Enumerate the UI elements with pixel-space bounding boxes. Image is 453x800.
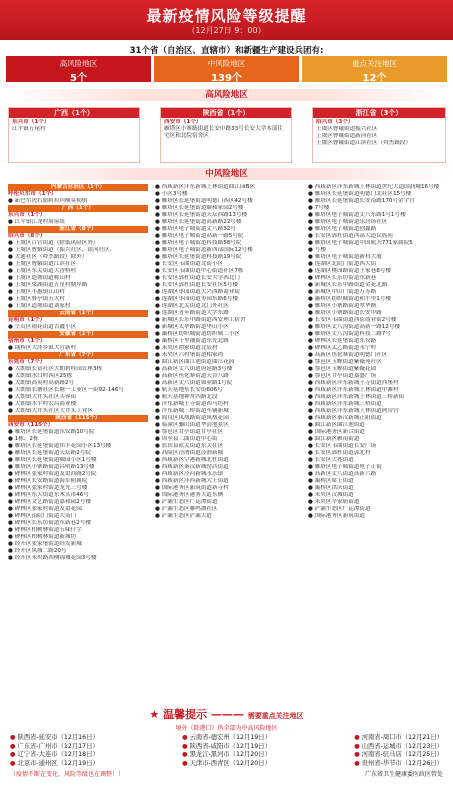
warning-item: ● 辽宁省-大连市（12月18日） <box>10 751 99 759</box>
mid-risk-item: ● 新城区太华路街道华山小区 <box>155 324 229 330</box>
warning-item: ● 陕西省-咸阳市（12月19日） <box>182 742 271 750</box>
mid-risk-item: ● 新巴尔虎右旗阿拉坦额莫勒镇 <box>8 198 88 204</box>
warning-item: ● 北京市-通州区（12月19日） <box>10 759 99 767</box>
mid-risk-item: ● 未央区辛家庙街道 <box>308 499 360 505</box>
warning-note-line: 境外（除港口）仍全部为中高风险地区 <box>175 725 278 732</box>
warning-item: ● 广东省-广州市（12月17日） <box>10 742 99 750</box>
mid-risk-item: ● 西咸新区沣东新城王寺街道西堡村 <box>308 380 399 386</box>
mid-risk-item: ● 西咸新区沣东新城上林街道世纪大道国润城16号楼 <box>308 184 440 190</box>
mid-risk-item: ● 雁塔区长延堡街道明德门北社区15号楼 <box>308 191 412 197</box>
city-header: 东莞市（7个） <box>8 359 46 365</box>
mid-risk-item: ● 经开区凤城二路20号 <box>8 548 67 554</box>
mid-risk-item: ● 曲江新区曲江池街道 <box>308 422 366 428</box>
mid-risk-item: ● 长安区郭杜街道长安社区5号楼 <box>155 282 238 288</box>
province-header: 安徽省（1个） <box>8 331 148 338</box>
key-area-count: 重点关注地区 12个 <box>302 56 447 82</box>
mid-risk-item: ● 国际港务区新筑街道 <box>308 513 366 519</box>
mid-risk-item: ● 碑林区东大街道东木头市46号 <box>8 492 89 498</box>
mid-risk-item: ● 大朗镇大井头社区大井头工业区 <box>8 408 93 414</box>
mid-risk-item: ● 莲湖区桃园路街道王家巷8号楼 <box>308 268 391 274</box>
mid-risk-item: ● 7号楼 <box>308 205 330 211</box>
warning-col-2 <box>182 734 271 768</box>
mid-risk-item: ● 西咸新区沣东新城上林街道曲江园B区 <box>155 184 255 190</box>
high-risk-section-title: 高风险地区 <box>6 89 447 101</box>
mid-risk-item: ● 大朗镇水口村西区25栋 <box>8 373 73 379</box>
mid-risk-item: ● 航天基地东长安街606号 <box>155 387 223 393</box>
mid-risk-column-left <box>8 184 148 702</box>
mid-risk-item: ● 碑林区张家村街道友谊花园 <box>8 506 82 512</box>
mid-risk-item: ● 鄠邑区玉蝉街道紫薇花园 <box>308 366 377 372</box>
high-card-zhejiang: 浙江省（3个） 绍兴市（3个） 上虞区曹娥街道振兴社区 上虞区曹娥街道新河社区 上虞区曹娥街道江滨社区（舜杰路段） <box>312 107 446 163</box>
mid-risk-item: ● 雁塔区电子城街道新科大厦 <box>308 254 382 260</box>
mid-risk-item: ● 高新区丈八街道唐延路3号楼 <box>155 366 233 372</box>
mid-risk-item: ● 未央区六村堡街道相家湾 <box>155 352 224 358</box>
mid-risk-item: ● 碑林区柏树林街道五味什字 <box>8 527 82 533</box>
mid-risk-item: ● 长安区韦曲街道西街商业街2号楼 <box>308 317 397 323</box>
update-time: （12月27日 9：00） <box>187 26 266 35</box>
city-header: 绍兴市（8个） <box>8 233 46 239</box>
mid-risk-item: ● 上虞区百官街道（除低风险区外） <box>8 240 99 246</box>
warning-col-1 <box>10 734 99 768</box>
province-header: 陕西省（115个） <box>8 415 148 422</box>
mid-risk-item: ● 上虞区道墟街道刘家村 <box>8 303 71 309</box>
mid-risk-item: ● 高陵区泾渭街道泾渭新城 <box>155 450 224 456</box>
mid-risk-item: ● 碑林区南院门街道大南门 <box>8 513 77 519</box>
mid-risk-item: ● 碑林区文艺路街道嘉和园2号楼 <box>8 499 91 505</box>
province-header: 广西（1个） <box>8 205 148 212</box>
mid-risk-item: ● 江平镇江龙村周屋组 <box>8 219 66 225</box>
header-banner <box>0 0 453 40</box>
city-header: 呼伦贝尔市（1个） <box>8 191 57 197</box>
mid-risk-item: ● 周至县二曲街道中心街 <box>155 436 218 442</box>
mid-risk-item: ● 高新区丈八街道高新六路 <box>308 471 377 477</box>
mid-risk-item: ● 蓝田县蓝关街道东关社区 <box>155 443 224 449</box>
mid-risk-item: ● 长安区韦曲街道北街小区 <box>155 261 224 267</box>
mid-risk-item: ● 雁塔区电子城街道电子正街 <box>308 464 382 470</box>
mid-risk-item: ● 雁塔区长延堡街道高新路22号楼 <box>155 219 242 225</box>
mid-risk-item: ● 大朗镇高英村高新路2号 <box>8 380 75 386</box>
mid-risk-item: ● 国际港务区新筑街道新寺村 <box>155 485 229 491</box>
warning-subtitle: 需要重点关注地区 <box>247 712 304 720</box>
mid-risk-item: ● 上虞区丰惠镇江山村 <box>8 289 66 295</box>
warning-box <box>6 706 447 800</box>
province-header: 广东省（7个） <box>8 352 148 359</box>
mid-risk-item: ● 灞桥区纺织城街道纺织城二小区 <box>155 331 240 337</box>
city-header: 西安市（115个） <box>8 422 54 428</box>
mid-risk-item: ● 曲江新区曲江池街道曲江花园 <box>155 359 235 365</box>
mid-risk-item: ● 未央区汉城街道 <box>308 492 354 498</box>
mid-risk-item: ● 沣东新城王寺街道西马坊村 <box>155 401 229 407</box>
mid-risk-item: ● 高新区丈八街道锦业路1号院 <box>155 380 233 386</box>
mid-risk-item: ● 长安区韦曲街道中心街道社区7栋 <box>155 268 244 274</box>
province-header: 浙江省（8个） <box>8 226 148 233</box>
warning-item: ● 河南省-驻马店（12月25日） <box>354 751 443 759</box>
mid-risk-item: ● 雁塔区电子城街道科技路58号院 <box>155 240 242 246</box>
mid-risk-item: ● 沣东新城三桥街道车辆新城 <box>155 408 229 414</box>
mid-risk-item: ● 上虞区道墟街道称山村 <box>8 275 71 281</box>
mid-risk-item: ● 灞桥区十里铺街道东光北路 <box>155 338 229 344</box>
mid-risk-item: ● 雁塔区电子城街道高新一路5号院 <box>155 233 244 239</box>
footer-org: 广东省卫生健康委医政医管处 <box>364 771 443 779</box>
mid-risk-item: ● 雁塔区丈八沟街道科技二路7号 <box>308 331 391 337</box>
mid-risk-item: ● 灞桥区纺织城街道和平里1号楼 <box>308 296 391 302</box>
mid-risk-item: ● 上虞区梁湖街道五星村塘岸路 <box>8 282 88 288</box>
mid-risk-item: ● 雁塔区电子城街道丈八路32号 <box>155 226 236 232</box>
footer-note: （疫情不断在变化，风险等级也在调整！） <box>10 771 125 779</box>
mid-risk-column-middle <box>155 184 303 702</box>
mid-risk-item: ● 大朗镇水平村宏昌商业楼 <box>8 401 77 407</box>
warning-footer <box>6 769 447 778</box>
card-head: 陕西省（1个） <box>161 108 291 118</box>
mid-risk-item: ● 经开区张家堡街道经发新城 <box>8 541 82 547</box>
mid-risk-item: ● 国际港务区港务大道东侧 <box>155 492 224 498</box>
mid-risk-item: ● 西咸新区沣东新城上林街道三桥新街 <box>308 394 405 400</box>
mid-risk-item: ● 新城区中山门街道万寿路 <box>308 289 377 295</box>
mid-risk-item: ● 鄠邑区甘亭街道甘亭社区 <box>155 429 224 435</box>
mid-risk-item: ● 上虞区曹娥街道江滨社区 <box>8 261 77 267</box>
mid-risk-item: ● 雁塔区长延堡街道颐和家园2号楼 <box>155 205 244 211</box>
mid-risk-item: ● 小区3号楼 <box>155 191 188 197</box>
mid-risk-item: ● 雁塔区电子城街道中国航天771家属院5 <box>308 240 413 246</box>
mid-risk-item: ● 阎良区凤凰路街道凤凰花园 <box>155 415 229 421</box>
mid-risk-item: ● 莲湖区北关街道北门外社区 <box>155 303 229 309</box>
mid-risk-item: ● 碑林区长安路街道海军附属院 <box>8 478 88 484</box>
mid-risk-item: ● 号楼 <box>308 247 326 253</box>
mid-risk-item: ● 西咸新区空港新城北杜街道 <box>155 457 229 463</box>
warning-item: ● 天津市-西青区（12月20日） <box>182 759 271 767</box>
mid-risk-item: ● 鄠邑区甘亭街道嘉盛广场 <box>308 373 377 379</box>
mid-risk-item: ● 国际港务区新合街道 <box>308 429 366 435</box>
mid-risk-item: ● 浐灞生态区广运潭街道 <box>155 499 218 505</box>
mid-risk-item: ● 雁塔区长延堡街道伟丰花园小区13号楼 <box>8 443 112 449</box>
mid-risk-item: ● 雁塔区长延堡街道天坛西路13号楼 <box>155 212 248 218</box>
mid-risk-item: ● 雁塔区长延堡街道东仪路10号院 <box>8 429 95 435</box>
mid-risk-item: ● 莲湖区青年路街道大学东路 <box>155 310 229 316</box>
mid-risk-item: ● 西咸新区秦汉新城正阳街道 <box>308 415 382 421</box>
mid-risk-item: ● 雁塔区长延堡街道颐园小区1号楼 <box>8 457 97 463</box>
warning-grid <box>6 734 447 768</box>
warning-item: ● 河南省-周口市（12月21日） <box>354 734 443 741</box>
mid-risk-item: ● 雁塔区丈八沟街道高新一路12号楼 <box>308 324 401 330</box>
mid-risk-item: ● 西咸新区沣东新城三桥街道 <box>308 401 382 407</box>
mid-risk-item: ● 雁塔区电子城街道丈八东路1号1号楼 <box>308 212 406 218</box>
mid-risk-item: ● 西咸新区秦汉新城窑店街道 <box>155 464 229 470</box>
mid-risk-item: ● 鄠邑区玉蝉街道紫薇苑社区 <box>308 359 382 365</box>
mid-risk-item: ● 雁塔区长延堡街道天坛路2号院 <box>8 450 91 456</box>
mid-risk-item: ● 1栋、2栋 <box>8 436 39 442</box>
mid-risk-item: ● 大通社区（舜杰路段）除外） <box>8 254 88 260</box>
mid-risk-item: ● 航天基地神舟四路北段 <box>155 394 218 400</box>
mid-risk-item: ● 新城区长乐中路街道金花北路 <box>308 282 388 288</box>
mid-risk-item: ● 高新区鱼化寨街道明德门社区 <box>308 352 388 358</box>
mid-risk-item: ● 碑林区长延堡街道东仪路 <box>308 338 377 344</box>
high-card-shaanxi: 陕西省（1个） 西安市（1个） 雁塔区小寨路街道长安中路33号长安大学本部住宅区和北院宿舍区 <box>160 107 292 163</box>
mid-risk-item: ● 雁塔区电子城街道乐居场社区 <box>308 219 388 225</box>
mid-risk-item: ● 上虞区曹娥街道（振兴社区、银河社区、 <box>8 247 116 253</box>
mid-risk-item: ● 长安区郭杜街道郭北村 <box>308 450 371 456</box>
mid-risk-item: ● 曲江新区雁南街道 <box>308 436 360 442</box>
mid-risk-item: ● 呈贡区雨花街道吉鑫小区 <box>8 324 77 330</box>
warning-title: ★ 温馨提示 ——— 需要重点关注地区 <box>149 708 304 721</box>
mid-risk-item: ● 西咸新区泾河新城永乐镇 <box>155 471 224 477</box>
warning-item: ● 黑龙江-黑河市（12月20日） <box>182 751 271 759</box>
mid-risk-item: ● 大朗镇长富社区大朗碧桂园首座3栋 <box>8 366 103 372</box>
mid-risk-item: ● 西咸新区沣东新城上林街道阿房宫 <box>308 408 399 414</box>
mid-risk-section-title: 中风险地区 <box>6 168 447 180</box>
mid-risk-item: ● 新城区长乐中路街道西安理工宿舍 <box>155 317 246 323</box>
high-card-guangxi: 广西（1个） 东兴市（1个） 江平镇万尾村 <box>8 107 140 163</box>
mid-risk-item: ● 长安区韦曲街道长安广场 <box>308 443 377 449</box>
mid-risk-item: ● 雁塔区小寨路街道昌明路13号楼 <box>8 464 95 470</box>
mid-risk-item: ● 上虞区东关街道大香桥村 <box>8 268 77 274</box>
mid-risk-item: ● 西咸新区沣西新城大王街道 <box>155 478 229 484</box>
mid-risk-column-right <box>308 184 448 702</box>
mid-risk-item: ● 灞桥区洪庆街道 <box>308 485 354 491</box>
mid-risk-item: ● 雁塔区长延堡街道长安南路170号金宇宫 <box>308 198 415 204</box>
warning-col-3 <box>354 734 443 768</box>
mid-risk-item: ● 长安区郭杜街道西部大道民族苑 <box>308 233 393 239</box>
mid-risk-item: ● 上虞区驿亭镇五夫村 <box>8 296 66 302</box>
mid-risk-item: ● 高新区鱼化寨街道天谷八路 <box>155 373 229 379</box>
province-header: 内蒙古自治区（1个） <box>8 184 148 191</box>
mid-risk-item: ● 浐灞生态区雁鸣湖社区 <box>155 506 218 512</box>
warning-item: ● 贵州省-毕节市（12月26日） <box>354 759 443 767</box>
mid-risk-item: ● 西咸新区沣东新城上林街道中滩村 <box>308 387 399 393</box>
city-header: 东兴市（1个） <box>8 212 46 218</box>
mid-risk-item: ● 碑林区张家村街道龙光三号楼 <box>8 485 88 491</box>
mid-risk-item: ● 大朗镇长塘社区长塘一工业区一街92-146号 <box>8 387 124 393</box>
mid-risk-count: 中风险地区 139个 <box>154 56 299 82</box>
mid-risk-item: ● 雁塔区长延堡街道明德门西区42号楼 <box>155 198 253 204</box>
mid-risk-item: ● 雁塔区长延堡街道科技路19号院 <box>155 254 242 260</box>
mid-risk-item: ● 莲湖区北院门街道西大街 <box>308 261 377 267</box>
card-head: 浙江省（3个） <box>313 108 445 118</box>
page-title: 最新疫情风险等级提醒 <box>146 7 307 25</box>
city-header: 昆明市（1个） <box>8 317 46 323</box>
mid-risk-item: ● 莲湖区枣园街道枣园东路6号楼 <box>155 296 238 302</box>
mid-risk-item: ● 大朗镇大井头社区芙蓉街 <box>8 394 77 400</box>
mid-risk-item: ● 碑林区柏树林街道新城坊 <box>8 534 77 540</box>
card-head: 广西（1个） <box>9 108 139 118</box>
mid-risk-item: ● 雁塔区电子城街道新西部国际12号楼 <box>155 247 253 253</box>
mid-risk-item: ● 临潼区骊山街道华清池景区 <box>155 422 229 428</box>
mid-risk-item: ● 埇桥区大泽乡镇大营新村 <box>8 345 77 351</box>
risk-counts <box>6 56 447 82</box>
mid-risk-item: ● 碑林区张家村街道友谊西路2号院 <box>8 471 97 477</box>
mid-risk-item: ● 雁塔区小寨路街道长安中路 <box>308 310 382 316</box>
mid-risk-item: ● 浐灞生态区浐灞大道 <box>155 513 213 519</box>
mid-risk-item: ● 经开区未央路西侧锦城花园3号楼 <box>8 555 97 561</box>
mid-risk-item: ● 长安区郭杜街道长安大学西北门 <box>155 275 240 281</box>
warning-item: ● 陕西省-延安市（12月16日） <box>10 734 99 741</box>
mid-risk-item: ● 碑林区长乐坊街道东新巷 <box>308 275 377 281</box>
mid-risk-item: ● 雁塔区电子城街道创鑫路 <box>308 226 377 232</box>
mid-risk-item: ● 碑林区长乐坊街道东新巷2号楼 <box>8 520 91 526</box>
high-risk-count: 高风险地区 5个 <box>6 56 151 82</box>
warning-item: ● 云南省-德宏州（12月19日） <box>182 734 271 741</box>
mid-risk-item: ● 灞桥区席王街道 <box>308 478 354 484</box>
mid-risk-item: ● 莲湖区枣园街道大兴西路商业街 <box>155 289 240 295</box>
mid-risk-item: ● 浐灞生态区广运潭街道 <box>308 506 371 512</box>
mid-risk-item: ● 长安区大兆街道 <box>308 457 354 463</box>
mid-risk-item: ● 雁塔区小寨路街道翠华路 <box>308 303 377 309</box>
warning-item: ● 山西省-运城市（12月23日） <box>354 742 443 750</box>
mid-risk-item: ● 未央区谭家街道北辰村 <box>155 345 218 351</box>
city-header: 宿州市（1个） <box>8 338 46 344</box>
province-header: 云南省（1个） <box>8 310 148 317</box>
summary-text: 31个省（自治区、直辖市）和新疆生产建设兵团有: <box>129 46 324 56</box>
mid-risk-item: ● 碑林区太乙路街道永宁村 <box>308 345 377 351</box>
